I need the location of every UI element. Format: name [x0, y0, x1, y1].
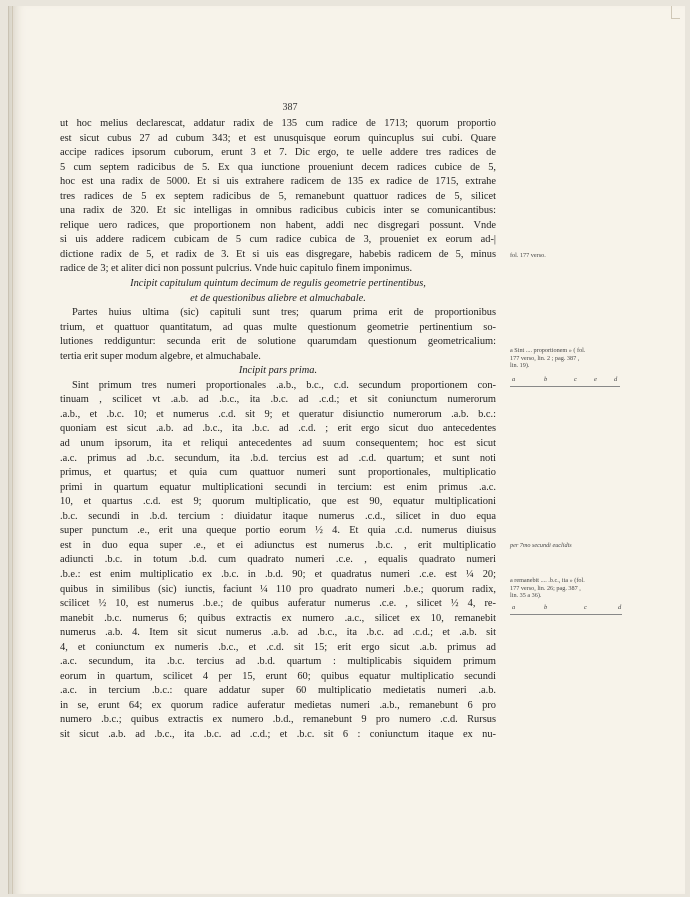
- diagram-point-label: b: [544, 604, 548, 611]
- text-line: Incipit capitulum quintum decimum de regulis geometrie pertinentibus,: [130, 278, 426, 290]
- text-line: numero .b.c.; quibus extractis ex numero .b.d., remanebunt 9 pro numero .c.d. Rursus: [60, 714, 496, 726]
- text-line: dictione radix de 5, et radix de 3. Et si uis eas disgregare, habebis radicem de 5, minus: [60, 248, 496, 260]
- text-line: est in duo equa super .e., et ei adiunctus est numerus .b.c. , erit multiplicatio: [60, 539, 496, 551]
- text-line: numerus .a.b. 4. Item sit sicut numerus .a.b. ad .b.c., ita .b.c. ad .c.d.; et .a.b. sit: [60, 627, 496, 639]
- margin-note-line: lin. 35 a 36).: [510, 592, 542, 600]
- text-line: .a.c. in tercium .b.c.: quare addatur super 60 multiplicatio medietatis numeri .a.b.: [60, 685, 496, 697]
- text-line: et de questionibus aliebre et almuchabale.: [190, 292, 366, 304]
- text-line: 10, et quartus .c.d. est 9; quorum multiplicatio, que est 90, equatur multiplicationi: [60, 496, 496, 508]
- diagram-point-label: c: [584, 604, 587, 611]
- margin-note-line: a Sint .... proportionem » ( fol.: [510, 347, 586, 354]
- diagram-point-label: d: [614, 376, 618, 383]
- text-line: lutiones reddiguntur: secunda erit de solutione quarumdam questionum geometricalium:: [60, 336, 496, 348]
- margin-note-line: 177 verso, lin. 26; pag. 387 ,: [510, 584, 581, 592]
- diagram-point-label: d: [618, 604, 622, 611]
- text-line: .a.b., et .b.c. 10; et numerus .c.d. sit 9; et queratur disiunctio numerorum .a.b. b.c.:: [60, 408, 496, 420]
- diagram-point-label: e: [594, 376, 597, 383]
- text-line: .a.c. secundum, ita .b.c. tercius ad .b.d. quartum : multiplicabis siquidem primum: [60, 656, 496, 668]
- text-line: quibus in similibus (sic) iunctis, faciunt ¼ 110 pro quadrato numeri .b.e.; quorum radix,: [60, 583, 496, 595]
- text-line: tertia erit super modum algebre, et almuchabale.: [60, 350, 261, 362]
- margin-diagram-1-line: [510, 386, 620, 387]
- text-line: primus, et quartus; et quia cum quattuor numeri sunt proportionales, multiplicatio: [60, 467, 496, 479]
- text-line: una radix de 320. Et sic intelligas in omnibus radicibus cubicis inter se comunicantibus:: [60, 205, 496, 217]
- diagram-point-label: a: [512, 376, 516, 383]
- margin-diagram-2-labels: [510, 604, 620, 614]
- text-line: trium, et quattuor quantitatum, ad quas multe questionum geometrie pertinentium so-: [60, 321, 496, 333]
- text-line: super punctum .e., erit una queque portio eorum ½ 4. Et quia .c.d. numerus diuisus: [60, 525, 496, 537]
- margin-note-line: lin. 19).: [510, 362, 530, 370]
- margin-diagram-1-labels: [510, 376, 620, 386]
- page-corner-mark: [671, 6, 680, 19]
- margin-note-collation-2: [510, 577, 628, 600]
- text-line: eorum in quartum, scilicet 4 per 15, erunt 60; quibus equatur multiplicatio secundi: [60, 670, 496, 682]
- text-line: quoniam est sicut .a.b. ad .b.c., ita .b.c. ad .c.d. ; erit ergo sicut duo antecedentes: [60, 423, 496, 435]
- margin-note-line: fol. 177 verso.: [510, 252, 546, 259]
- text-line: scilicet ½ 10, est numerus .b.e.; de quibus auferatur numerus .c.e. , silicet ½ 4, re-: [60, 598, 496, 610]
- text-line: accipe radices ipsorum cuborum, erunt 3 et 7. Dic ergo, te uelle addere tres radices de: [60, 147, 496, 159]
- text-line: Partes huius ultima (sic) capituli sunt tres; quarum prima erit de proportionibus: [72, 307, 496, 319]
- text-line: .a.c. primus ad .b.c. secundum, ita .b.d. tercius est ad .c.d. quartum; et sunt noti: [60, 452, 496, 464]
- page-number: 387: [282, 102, 298, 113]
- margin-note-line: per 7mo secundi euclidis: [510, 542, 572, 549]
- margin-note-collation-1: [510, 347, 628, 370]
- page-gutter-line: [12, 6, 13, 894]
- text-line: si uis addere radicem cubicam de 5 cum radice cubica de 3, proueniet ex eorum ad-|: [60, 234, 496, 246]
- margin-note-euclid-reference: [510, 542, 620, 550]
- text-line: Sint primum tres numeri proportionales .a.b., b.c., c.d. secundum proportionem con-: [72, 379, 496, 391]
- text-line: hoc est una radix de 5000. Et si uis extrahere radicem de 135 ex radice de 1715, extrahe: [60, 176, 496, 188]
- text-line: est sicut cubus 27 ad cubum 343; et est unusquisque eorum quincuplus sui cubi. Quare: [60, 132, 496, 144]
- text-line: ut hoc melius declarescat, addatur radix de 135 cum radice de 1713; quorum proportio: [60, 118, 496, 129]
- text-line: adiuncti .b.c. in totum .b.d. cum quadrato numeri .c.e. , equalis quadrato numeri: [60, 554, 496, 566]
- text-line: .b.c. secundi in .b.d. tercium : diuidatur itaque numerus .c.d., silicet in duo equa: [60, 510, 496, 522]
- margin-note-line: 177 verso, lin. 2 ; pag. 387 ,: [510, 354, 580, 362]
- text-line: primi in quartum equatur multiplicationi secundi in tercium: est enim primus .a.c.: [60, 481, 496, 493]
- text-line: ad unum ipsorum, ita et reliqui antecedentes ad suum consequentem; hoc est sicut: [60, 438, 496, 450]
- text-line: relique uero radices, que proportionem non habent, addi nec disgregari possunt. Vnde: [60, 219, 496, 231]
- diagram-point-label: a: [512, 604, 516, 611]
- text-line: 5 cum septem radicibus de 5. Ex qua iunctione proueniunt decem radices cubice de 5,: [60, 161, 496, 173]
- margin-diagram-2-line: [510, 614, 622, 615]
- text-line: manebit .b.c. numerus 6; quibus extractis ex numero .a.c., silicet ex 10, remanebit: [60, 612, 496, 624]
- text-line: radice de 3; et aliter dici non possunt pulcrius. Vnde huic capitulo finem imponimus.: [60, 263, 413, 275]
- text-line: tinuam , scilicet vt .a.b. ad .b.c., ita .b.c. ad .c.d.; et sit coniunctum numerorum: [60, 394, 496, 406]
- text-line: .b.e.: est enim multiplicatio ex .b.c. in .b.d. 90; et quadratus numeri .c.e. est ¼ 20;: [60, 568, 496, 580]
- diagram-point-label: c: [574, 376, 577, 383]
- main-text-block: [60, 117, 496, 743]
- text-line: 4, et coniunctum ex numeris .b.c., et .c.d. sit 15; erit ergo sicut .a.b. primus ad: [60, 641, 496, 653]
- margin-note-folio-reference: [510, 252, 590, 260]
- margin-note-line: a remanebit .... .b.c., ita » (fol.: [510, 577, 585, 584]
- text-line: Incipit pars prima.: [238, 365, 318, 377]
- text-line: in se, erunt 64; ex quorum radice auferatur medietas numeri .a.b., remanebunt 6 pro: [60, 699, 496, 711]
- diagram-point-label: b: [544, 376, 548, 383]
- text-line: tres radices de 5 ex septem radicibus de 5, remanebunt quattuor radices de 5, silicet: [60, 190, 496, 202]
- text-line: sit sicut .a.b. ad .b.c., ita .b.c. ad .c.d.; et .b.c. sit 6 : coniunctum itaque ex nu-: [60, 728, 496, 740]
